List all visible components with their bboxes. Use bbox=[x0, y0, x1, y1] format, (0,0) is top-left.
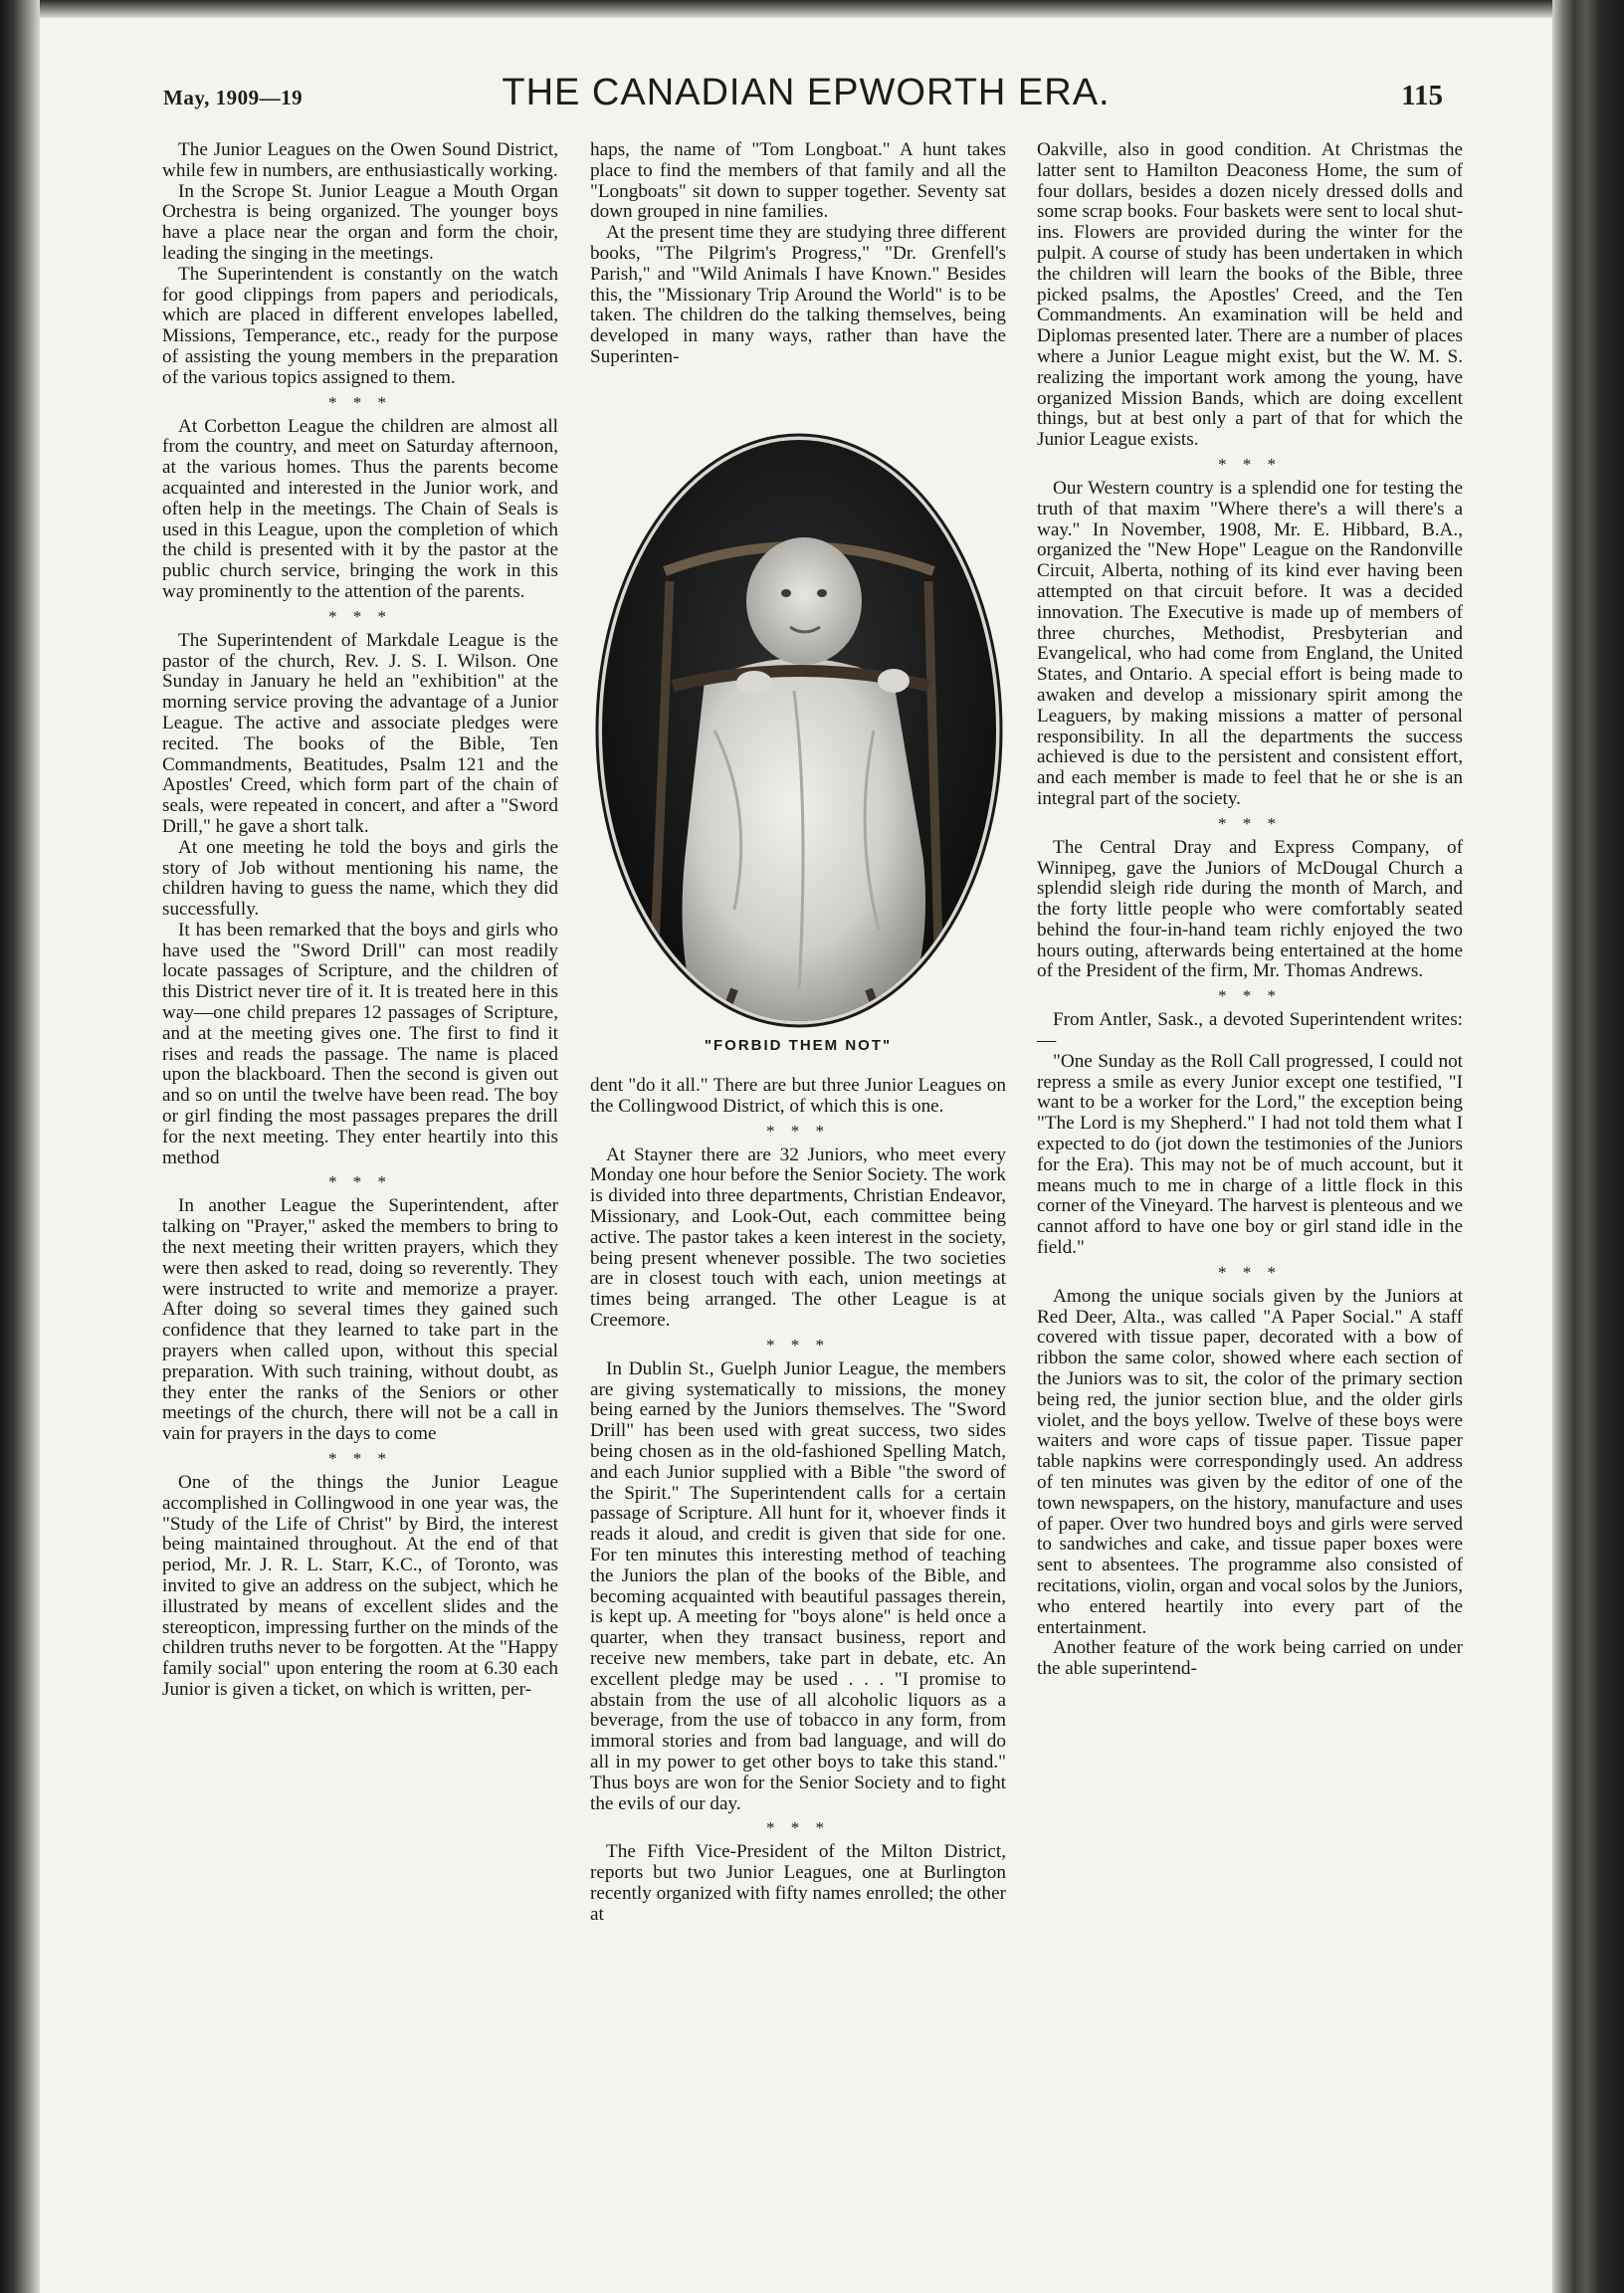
oval-baby-photograph bbox=[595, 432, 1003, 1029]
section-separator: * * * bbox=[1218, 986, 1282, 1006]
section-separator: * * * bbox=[766, 1335, 830, 1355]
section-separator: * * * bbox=[328, 1172, 392, 1192]
section-separator: * * * bbox=[328, 1449, 392, 1469]
section-separator: * * * bbox=[766, 1818, 830, 1838]
paragraph: haps, the name of "Tom Longboat." A hunt takes place to find the members of that family and all the "Longboats" sit down to supper together. Seventy sat down grouped in nine families. bbox=[590, 139, 1006, 223]
column-1 bbox=[162, 140, 558, 1701]
section-separator: * * * bbox=[766, 1121, 830, 1141]
paragraph: From Antler, Sask., a devoted Superintendent writes:— bbox=[1037, 1009, 1463, 1052]
section-separator: * * * bbox=[1218, 1262, 1282, 1282]
paragraph: Our Western country is a splendid one for testing the truth of that maxim "Where there's a will there's a way." In November, 1908, Mr. E. Hibbard, B.A., organized the "New Hope" League on the Randonville Circuit, Alberta, nothing of its kind ever having been attempted on that circuit before. It was a decided innovation. The Executive is made up of members of three churches, Methodist, Presbyterian and Evangelical, who had come from England, the United States, and Ontario. A special effort is being made to awaken and develop a missionary spirit among the Leaguers, by making missions a matter of personal responsibility. In all the departments the success achieved is due to the persistent and consistent effort, and each member is made to feel that he or she is an integral part of the society. bbox=[1037, 477, 1463, 809]
paragraph: In another League the Superintendent, after talking on "Prayer," asked the members to bring to the next meeting their written prayers, which they were then asked to read, doing so reverently. They were instructed to write and memorize a prayer. After doing so several times they gained such confidence that they learned to take part in the prayers when called upon, without this special preparation. With such training, without doubt, as they enter the ranks of the Seniors or other meetings of the church, there will not be a call in vain for prayers in the days to come bbox=[162, 1195, 558, 1445]
paragraph: The Junior Leagues on the Owen Sound District, while few in numbers, are enthusiastically working. bbox=[162, 139, 558, 181]
scan-top-edge bbox=[0, 0, 1624, 18]
page-number: 115 bbox=[1401, 80, 1443, 111]
section-separator: * * * bbox=[1218, 454, 1282, 474]
paragraph: At the present time they are studying three different books, "The Pilgrim's Progress," "Dr. Grenfell's Parish," and "Wild Animals I have Known." Besides this, the "Missionary Trip Around the World" is to be taken. The children do the talking themselves, being developed in many ways, rather than have the Superinten- bbox=[590, 222, 1006, 367]
magazine-title: THE CANADIAN EPWORTH ERA. bbox=[502, 72, 1111, 113]
paragraph: In the Scrope St. Junior League a Mouth Organ Orchestra is being organized. The younger boys have a place near the organ and form the choir, leading the singing in the meetings. bbox=[162, 180, 558, 264]
section-separator: * * * bbox=[328, 392, 392, 412]
paragraph: At one meeting he told the boys and girls the story of Job without mentioning his name, the children having to guess the name, which they did successfully. bbox=[162, 836, 558, 921]
paragraph: Oakville, also in good condition. At Christmas the latter sent to Hamilton Deaconess Home, the sum of four dollars, besides a dozen nicely dressed dolls and some scrap books. Four baskets were sent to local shut-ins. Flowers are provided during the winter for the pulpit. A course of study has been undertaken in which the children will learn the books of the Bible, three picked psalms, the Apostles' Creed, and the Ten Commandments. An examination will be held and Diplomas presented later. There are a number of places where a Junior League might exist, but the W. M. S. realizing the important work among the young, have organized Mission Bands, which are doing excellent things, but at best only a part of that for which the Junior League exists. bbox=[1037, 139, 1463, 451]
scan-left-edge bbox=[0, 0, 40, 2293]
page-header bbox=[159, 62, 1453, 121]
paragraph: One of the things the Junior League accomplished in Collingwood in one year was, the "Study of the Life of Christ" by Bird, the interest being maintained throughout. At the end of that period, Mr. J. R. L. Starr, K.C., of Toronto, was invited to give an address on the subject, which he illustrated by means of excellent slides and the stereopticon, impressing further on the minds of the children truths never to be forgotten. At the "Happy family social" upon entering the room at 6.30 each Junior is given a ticket, on which is written, per- bbox=[162, 1472, 558, 1700]
paragraph: dent "do it all." There are but three Junior Leagues on the Collingwood District, of which this is one. bbox=[590, 1075, 1006, 1117]
column-2-lower-text bbox=[590, 1076, 1006, 1925]
paragraph: The Superintendent is constantly on the watch for good clippings from papers and periodicals, which are placed in different envelopes labelled, Missions, Temperance, etc., ready for the purpose of assisting the young members in the preparation of the various topics assigned to them. bbox=[162, 263, 558, 388]
column-3 bbox=[1037, 140, 1463, 1680]
issue-date: May, 1909—19 bbox=[163, 86, 304, 109]
book-binding-edge bbox=[1552, 0, 1624, 2293]
paragraph: In Dublin St., Guelph Junior League, the members are giving systematically to missions, the money being earned by the Juniors themselves. The "Sword Drill" has been used with great success, two sides being chosen as in the old-fashioned Spelling Match, and each Junior supplied with a Bible "the sword of the Spirit." The Superintendent calls for a certain passage of Scripture. All hunt for it, whoever finds it reads it aloud, and credit is given that side for one. For ten minutes this interesting method of teaching the Juniors the plan of the books of the Bible, and becoming acquainted with beautiful passages therein, is kept up. A meeting for "boys alone" is held once a quarter, when they transact business, report and receive new members, take part in debate, etc. An excellent pledge may be used . . . "I promise to abstain from the use of all alcoholic liquors as a beverage, from the use of tobacco in any form, from immoral stories and from bad language, and will do all in my power to get other boys to take this stand." Thus boys are won for the Senior Society and to fight the evils of our day. bbox=[590, 1357, 1006, 1814]
section-separator: * * * bbox=[1218, 813, 1282, 833]
column-2-upper-text bbox=[590, 140, 1006, 368]
paragraph: "One Sunday as the Roll Call progressed, I could not repress a smile as every Junior except one testified, "I want to be a worker for the Lord," the exception being "The Lord is my Shepherd." I had not told them what I expected to do (jot down the testimonies of the Juniors for the Era). This may not be of much account, but it means much to me in charge of a little flock in this corner of the Vineyard. The harvest is plenteous and we cannot afford to have one boy or girl stand idle in the field." bbox=[1037, 1050, 1463, 1259]
paragraph: At Corbetton League the children are almost all from the country, and meet on Saturday afternoon, at the various homes. Thus the parents become acquainted and interested in the Junior work, and often help in the meetings. The Chain of Seals is used in this League, upon the completion of which the child is presented with it by the pastor at the public church service, bringing the work in this way prominently to the attention of the parents. bbox=[162, 415, 558, 602]
paragraph: At Stayner there are 32 Juniors, who meet every Monday one hour before the Senior Society. The work is divided into three departments, Christian Endeavor, Missionary, and Look-Out, each committee being active. The pastor takes a keen interest in the society, being present whenever possible. The two societies are in closest touch with each, union meetings at times being arranged. The other League is at Creemore. bbox=[590, 1144, 1006, 1331]
paragraph: Among the unique socials given by the Juniors at Red Deer, Alta., was called "A Paper Social." A staff covered with tissue paper, decorated with a bow of ribbon the same color, showed where each section of the Juniors was to sit, the color of the primary section being red, the junior section blue, and the older girls violet, and the boys yellow. Twelve of these boys were waiters and wore caps of tissue paper. Tissue paper table napkins were correspondingly used. An address of ten minutes was given by the editor of one of the town newspapers, on the history, manufacture and uses of paper. Over two hundred boys and girls were served to sandwiches and cake, and tissue paper boxes were sent to absentees. The programme also consisted of recitations, violin, organ and vocal solos by the Juniors, who entered heartily into every part of the entertainment. bbox=[1037, 1285, 1463, 1638]
paragraph: The Fifth Vice-President of the Milton District, reports but two Junior Leagues, one at Burlington recently organized with fifty names enrolled; the other at bbox=[590, 1841, 1006, 1925]
paragraph: Another feature of the work being carried on under the able superintend- bbox=[1037, 1637, 1463, 1680]
section-separator: * * * bbox=[328, 606, 392, 626]
paragraph: The Central Dray and Express Company, of Winnipeg, gave the Juniors of McDougal Church a splendid sleigh ride during the month of March, and the forty little people who were comfortably seated behind the four-in-hand team richly enjoyed the two hours outing, afterwards being entertained at the home of the President of the firm, Mr. Thomas Andrews. bbox=[1037, 836, 1463, 982]
paragraph: It has been remarked that the boys and girls who have used the "Sword Drill" can most readily locate passages of Scripture, and the children of this District never tire of it. It is treated here in this way—one child prepares 12 passages of Scripture, and at the meeting gives one. The first to find it rises and reads the passage. The name is placed upon the blackboard. Then the second is given out and so on until the twelve have been read. The boy or girl finding the most passages prepares the drill for the next meeting. They enter heartily into this method bbox=[162, 919, 558, 1168]
photo-caption: "FORBID THEM NOT" bbox=[704, 1037, 893, 1054]
paragraph: The Superintendent of Markdale League is the pastor of the church, Rev. J. S. I. Wilson. One Sunday in January he held an "exhibition" at the morning service proving the advantage of a Junior League. The active and associate pledges were recited. The books of the Bible, Ten Commandments, Beatitudes, Psalm 121 and the Apostles' Creed, which form part of the chain of seals, were repeated in concert, and after a "Sword Drill," he gave a short talk. bbox=[162, 629, 558, 837]
